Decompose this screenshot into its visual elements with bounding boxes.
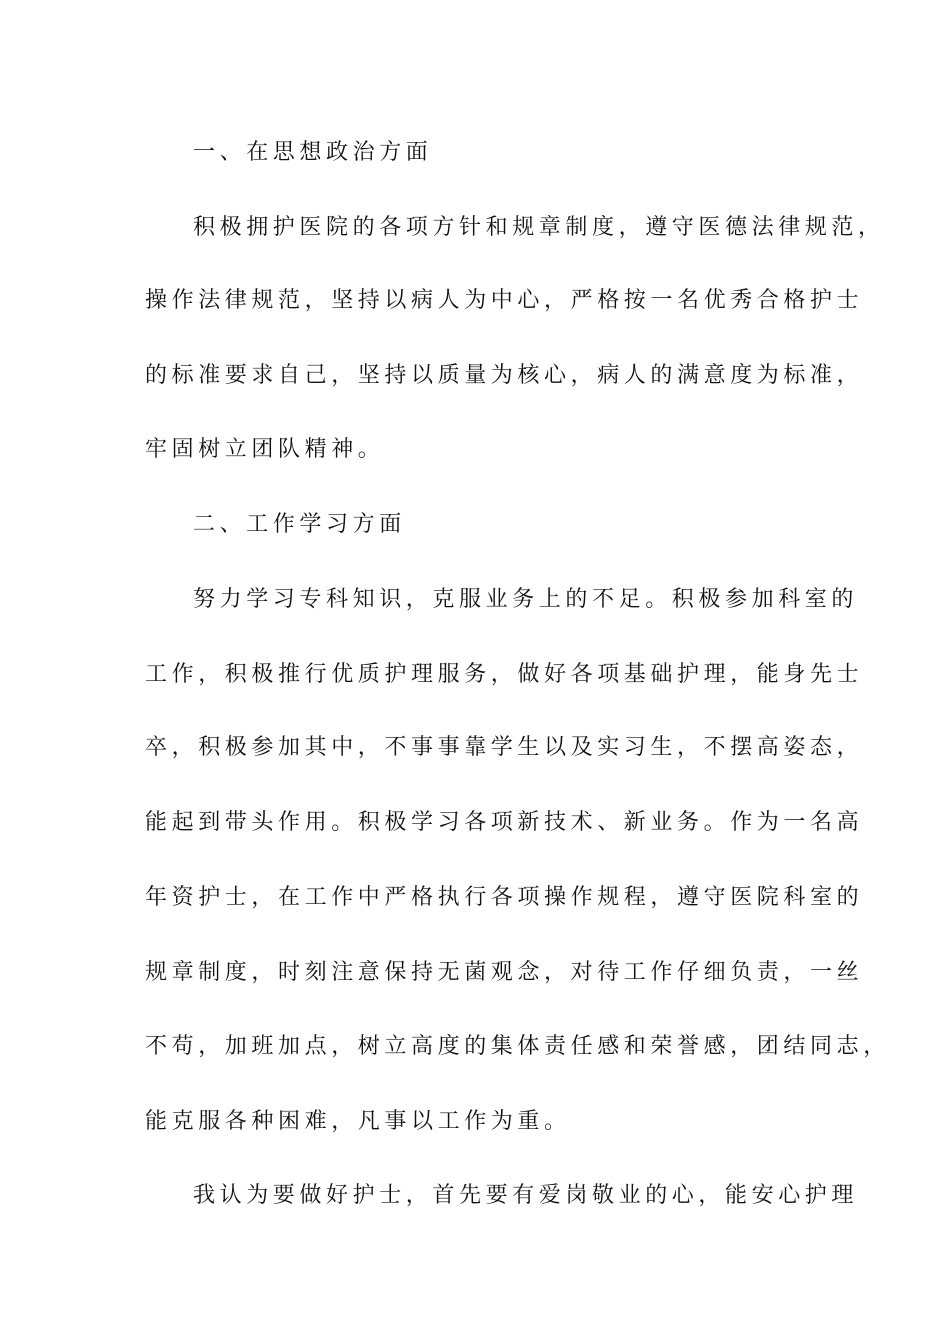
- paragraph-line: 年资护士，在工作中严格执行各项操作规程，遵守医院科室的: [145, 885, 864, 910]
- paragraph-line: 积极拥护医院的各项方针和规章制度，遵守医德法律规范，: [193, 215, 885, 240]
- section-heading-work-study: 二、工作学习方面: [193, 512, 406, 537]
- section-heading-political: 一、在思想政治方面: [193, 140, 433, 165]
- paragraph-line: 操作法律规范，坚持以病人为中心，严格按一名优秀合格护士: [145, 288, 864, 313]
- paragraph-line: 卒，积极参加其中，不事事靠学生以及实习生，不摆高姿态，: [145, 735, 864, 760]
- paragraph-line: 能起到带头作用。积极学习各项新技术、新业务。作为一名高: [145, 810, 864, 835]
- paragraph-line: 能克服各种困难，凡事以工作为重。: [145, 1109, 571, 1134]
- paragraph-line: 工作，积极推行优质护理服务，做好各项基础护理，能身先士: [145, 662, 864, 687]
- paragraph-line: 我认为要做好护士，首先要有爱岗敬业的心，能安心护理: [193, 1183, 859, 1208]
- paragraph-line: 不苟，加班加点，树立高度的集体责任感和荣誉感，团结同志，: [145, 1034, 890, 1059]
- paragraph-line: 规章制度，时刻注意保持无菌观念，对待工作仔细负责，一丝: [145, 960, 864, 985]
- paragraph-line: 的标准要求自己，坚持以质量为核心，病人的满意度为标准，: [145, 363, 864, 388]
- paragraph-line: 努力学习专科知识，克服业务上的不足。积极参加科室的: [193, 587, 859, 612]
- paragraph-line: 牢固树立团队精神。: [145, 437, 385, 462]
